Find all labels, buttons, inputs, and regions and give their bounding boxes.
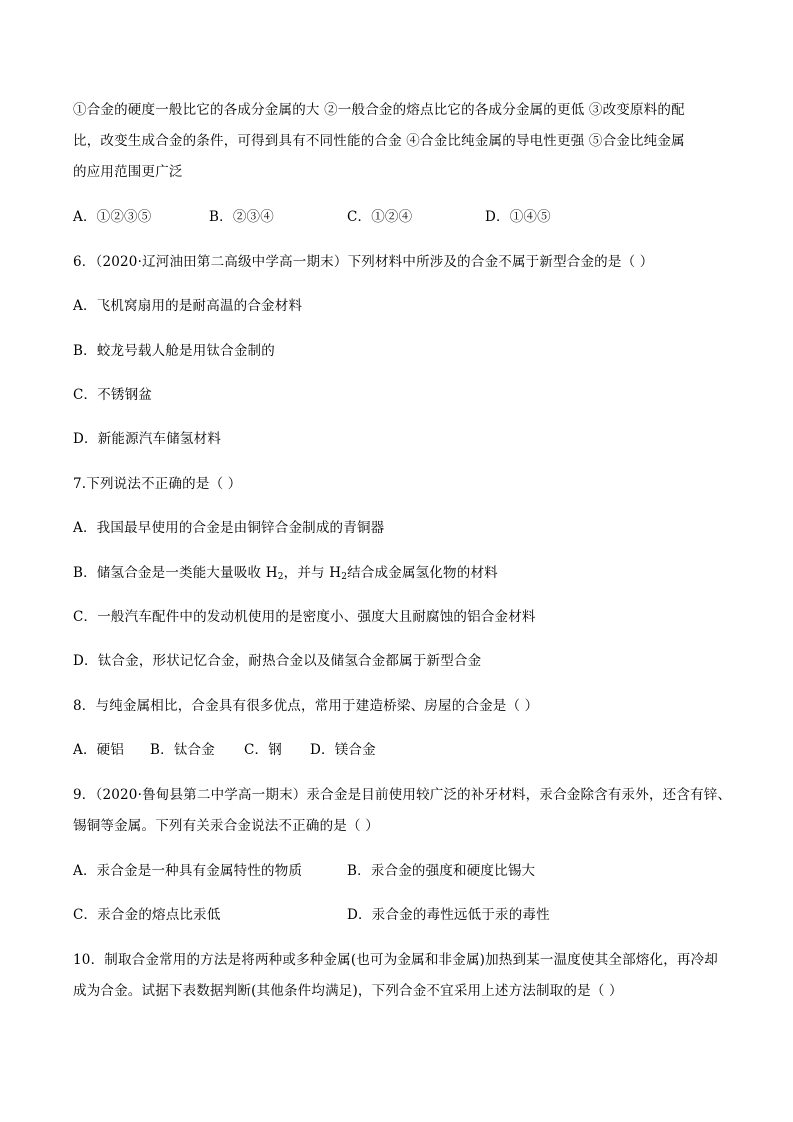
q7-option-b-part2: ，并与 H xyxy=(283,565,342,581)
q6-option-a: A．飞机窝扇用的是耐高温的合金材料 xyxy=(73,298,303,314)
q8-option-d: D．镁合金 xyxy=(310,742,376,758)
q8-option-a: A．硬铝 xyxy=(73,742,125,758)
q8-option-c: C．钢 xyxy=(244,742,282,758)
q9-stem-line-2: 锡铜等金属。下列有关汞合金说法不正确的是（ ） xyxy=(73,818,379,834)
q9-stem-line-1: 9．（2020·鲁甸县第二中学高一期末）汞合金是目前使用较广泛的补牙材料，汞合金除含有汞外，还含有锌、 xyxy=(73,787,732,803)
q7-option-b-part1: B．储氢合金是一类能大量吸收 H xyxy=(73,565,278,581)
q6-stem: 6．（2020·辽河油田第二高级中学高一期末）下列材料中所涉及的合金不属于新型合金的是（ ） xyxy=(73,254,654,270)
q10-stem-line-1: 10．制取合金常用的方法是将两种或多种金属(也可为金属和非金属)加热到某一温度使其全部熔化，再冷却 xyxy=(73,952,719,968)
q5-statements-line-2: 比，改变生成合金的条件，可得到具有不同性能的合金 ④合金比纯金属的导电性更强 ⑤合金比纯金属 xyxy=(73,133,685,149)
q5-statements-line-3: 的应用范围更广泛 xyxy=(73,164,183,180)
q5-statements-line-1: ①合金的硬度一般比它的各成分金属的大 ②一般合金的熔点比它的各成分金属的更低 ③改变原料的配 xyxy=(73,102,685,118)
q10-stem-line-2: 成为合金。试据下表数据判断(其他条件均满足)，下列合金不宜采用上述方法制取的是（ ） xyxy=(73,983,623,999)
q6-option-c: C．不锈钢盆 xyxy=(73,387,153,403)
q9-option-d: D．汞合金的毒性远低于汞的毒性 xyxy=(347,907,550,923)
q7-option-b xyxy=(73,563,498,583)
q9-option-c: C．汞合金的熔点比汞低 xyxy=(73,907,221,923)
q5-option-a: A．①②③⑤ xyxy=(73,209,152,225)
q7-option-a: A．我国最早使用的合金是由铜锌合金制成的青铜器 xyxy=(73,520,385,536)
q7-stem: 7.下列说法不正确的是（ ） xyxy=(73,476,242,492)
q5-option-c: C．①②④ xyxy=(347,209,413,225)
q7-option-b-subscript-2: 2 xyxy=(341,572,348,582)
q8-stem: 8．与纯金属相比，合金具有很多优点，常用于建造桥梁、房屋的合金是（ ） xyxy=(73,698,539,714)
q5-option-b: B．②③④ xyxy=(209,209,274,225)
q8-option-b: B．钛合金 xyxy=(150,742,215,758)
q9-option-b: B．汞合金的强度和硬度比锡大 xyxy=(347,863,536,879)
q6-option-d: D．新能源汽车储氢材料 xyxy=(73,431,222,447)
q7-option-b-part3: 结合成金属氢化物的材料 xyxy=(347,565,498,581)
q7-option-d: D．钛合金，形状记忆合金，耐热合金以及储氢合金都属于新型合金 xyxy=(73,653,482,669)
q7-option-c: C．一般汽车配件中的发动机使用的是密度小、强度大且耐腐蚀的铝合金材料 xyxy=(73,609,536,625)
q6-option-b: B．蛟龙号载人舱是用钛合金制的 xyxy=(73,343,275,359)
q7-option-b-subscript-1: 2 xyxy=(277,572,284,582)
q5-option-d: D．①④⑤ xyxy=(485,209,551,225)
q9-option-a: A．汞合金是一种具有金属特性的物质 xyxy=(73,863,303,879)
